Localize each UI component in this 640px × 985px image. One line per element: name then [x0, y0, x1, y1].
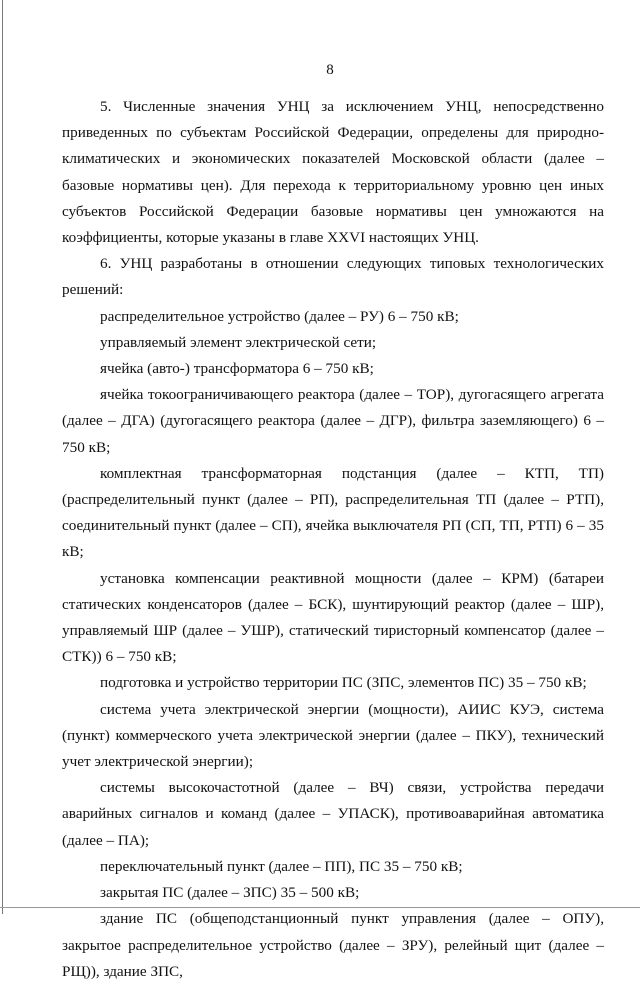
body-text: [62, 94, 604, 985]
list-item-hf-comm: системы высокочастотной (далее – ВЧ) связи, устройства передачи аварийных сигналов и команд (далее – УПАСК), противоаварийная автоматика (далее – ПА);: [62, 779, 604, 849]
list-item-closed-substation: закрытая ПС (далее – ЗПС) 35 – 500 кВ;: [100, 884, 360, 902]
list-item-krm: установка компенсации реактивной мощности (далее – КРМ) (батареи статических конденсаторов (далее – БСК), шунтирующий реактор (далее – ШР), управляемый ШР (далее – УШР), статический тиристорный компенсатор (далее – СТК)) 6 – 750 кВ;: [62, 569, 604, 666]
page-number: 8: [326, 62, 334, 78]
list-item-switching-point: переключательный пункт (далее – ПП), ПС 35 – 750 кВ;: [100, 857, 463, 875]
scan-edge-left: [2, 0, 3, 914]
list-item-controlled-element: управляемый элемент электрической сети;: [100, 333, 377, 351]
paragraph-6: 6. УНЦ разработаны в отношении следующих типовых технологических решений:: [62, 255, 604, 299]
list-item-territory: подготовка и устройство территории ПС (ЗПС, элементов ПС) 35 – 750 кВ;: [100, 674, 587, 692]
list-item-ktp: комплектная трансформаторная подстанция (далее – КТП, ТП) (распределительный пункт (далее – РП), распределительная ТП (далее – РТП), соединительный пункт (далее – СП), ячейка выключателя РП (СП, ТП, РТП) 6 – 35 кВ;: [62, 464, 604, 561]
list-item-transformer-cell: ячейка (авто-) трансформатора 6 – 750 кВ;: [100, 360, 374, 378]
list-item-ru: распределительное устройство (далее – РУ) 6 – 750 кВ;: [100, 307, 459, 325]
paragraph-5: 5. Численные значения УНЦ за исключением УНЦ, непосредственно приведенных по субъектам Российской Федерации, определены для природно-климатических и экономических показателей Московской области (далее – базовые нормативы цен). Для перехода к территориальному уровню цен иных субъектов Российской Федерации базовые нормативы цен умножаются на коэффициенты, которые указаны в главе XXVI настоящих УНЦ.: [62, 98, 604, 247]
list-item-substation-building: здание ПС (общеподстанционный пункт управления (далее – ОПУ), закрытое распределительное устройство (далее – ЗРУ), релейный щит (далее – РЩ)), здание ЗПС,: [62, 910, 604, 980]
list-item-metering: система учета электрической энергии (мощности), АИИС КУЭ, система (пункт) коммерческого учета электрической энергии (далее – ПКУ), технический учет электрической энергии);: [62, 700, 604, 771]
list-item-reactor-cell: ячейка токоограничивающего реактора (далее – ТОР), дугогасящего агрегата (далее – ДГА) (дугогасящего реактора (далее – ДГР), фильтра заземляющего) 6 – 750 кВ;: [62, 386, 604, 456]
